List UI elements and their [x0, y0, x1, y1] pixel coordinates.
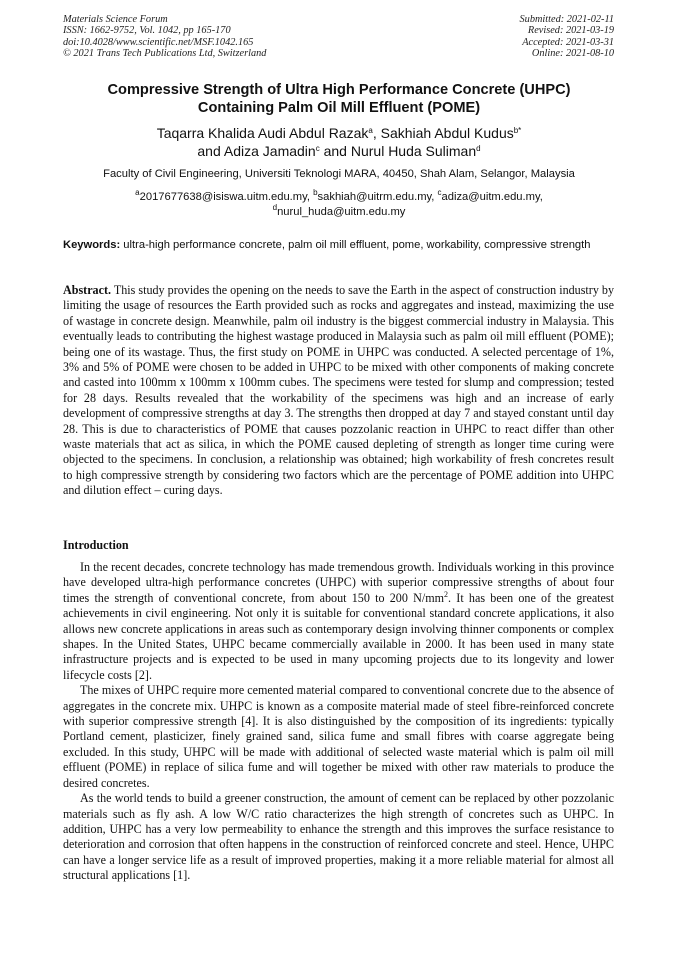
author-separator: and	[197, 143, 224, 159]
journal-copyright: © 2021 Trans Tech Publications Ltd, Switzerland	[63, 48, 267, 60]
email-mark: c	[437, 188, 442, 197]
title-line-1: Compressive Strength of Ultra High Performance Concrete (UHPC)	[107, 82, 571, 98]
author-line-2	[40, 142, 638, 160]
author-emails	[40, 190, 638, 219]
superscript: 2	[444, 589, 449, 599]
journal-issn: ISSN: 1662-9752, Vol. 1042, pp 165-170	[63, 25, 231, 37]
abstract-text: This study provides the opening on the needs to save the Earth in the aspect of construction industry by limiting the usage of resources the Earth provided such as rocks and aggregates and instead, maximizing the use of wastage in concrete design. Meanwhile, palm oil industry is the biggest commercial industry in Malaysia. This eventually leads to contributing the highest wastage produced in Malaysia such as palm oil mill effluent (POME); being one of its wastage. Thus, the first study on POME in UHPC was conducted. A selected percentage of 1%, 3% and 5% of POME were chosen to be added in UHPC to be mixed with other components of making concrete and casted into 100mm x 100mm x 100mm cubes. The specimens were tested for slump and compression; tested for 28 days. Results revealed that the workability of the specimens was high and an increase of early development of compressive strengths at day 3. The strengths then dropped at day 7 and stayed constant until day 28. This is due to characteristics of POME that causes pozzolanic reaction in UHPC to react differ than other waste materials that act as silica, in which the POME caused depleting of strength as longer time curing were objected to the specimens. In conclusion, a relationship was obtained; high workability of fresh concretes result to high compressive strength by considering two factors which are the percentage of POME addition into UHPC and dilution effect – curing days.	[63, 283, 614, 498]
email-address: nurul_huda@uitm.edu.my	[277, 205, 406, 218]
journal-name: Materials Science Forum	[63, 14, 168, 25]
date-revised: Revised: 2021-03-19	[527, 25, 614, 37]
author-name: Nurul Huda Suliman	[350, 143, 477, 159]
abstract-label: Abstract.	[63, 283, 112, 297]
title-line-2: Containing Palm Oil Mill Effluent (POME)	[197, 99, 481, 116]
author-list	[40, 124, 638, 160]
paragraph-text: In the recent decades, concrete technology has made tremendous growth. Individuals working in this province have developed ultra-high performance concretes (UHPC) with superior compressive strengths of about four times the strength of conventional concrete, from about 150 to 200 N/mm	[63, 560, 614, 605]
submission-dates	[520, 14, 614, 60]
email-mark: a	[135, 188, 140, 197]
email-line-1	[40, 190, 638, 205]
introduction-body	[63, 560, 614, 884]
author-affil-mark: b*	[513, 126, 522, 135]
keywords-label: Keywords:	[63, 239, 121, 251]
author-affil-mark: d	[476, 144, 481, 153]
date-submitted: Submitted: 2021-02-11	[519, 14, 614, 25]
author-line-1	[40, 124, 638, 142]
journal-info	[63, 14, 266, 60]
paragraph: The mixes of UHPC require more cemented material compared to conventional concrete due to the absence of aggregates in the concrete mix. UHPC is known as a composite material made of steel fibre-reinforced concrete with superior compressive strength [4]. It is also distinguished by the composition of its ingredients: typically Portland cement, plasticizer, finely grained sand, silica fume and small fibres with coarse aggregate being excluded. In this study, UHPC will be made with additional of selected waste material which is palm oil mill effluent (POME) in replace of silica fume and will together be mixed with other raw materials to produce the desired concretes.	[63, 683, 614, 790]
paragraph: As the world tends to build a greener construction, the amount of cement can be replaced by other pozzolanic materials such as fly ash. A low W/C ratio characterizes the high strength of concretes such as UHPC. In addition, UHPC has a very low permeability to enhance the strength and this improves the surface resistance to deterioration and corrosion that often happens in the construction of reinforced concrete and steel. Hence, UHPC can have a longer service life as a result of improved properties, making it a more reliable material for almost all structural applications [1].	[63, 791, 614, 883]
email-address: 2017677638@isiswa.uitm.edu.my,	[139, 191, 314, 203]
keywords-text: ultra-high performance concrete, palm oil mill effluent, pome, workability, compressive strength	[120, 239, 591, 251]
email-mark: b	[313, 188, 318, 197]
abstract	[63, 283, 614, 499]
email-address: adiza@uitm.edu.my,	[441, 191, 543, 203]
affiliation: Faculty of Civil Engineering, Universiti Teknologi MARA, 40450, Shah Alam, Selangor, Malaysia	[103, 168, 575, 180]
paragraph	[63, 560, 614, 683]
author-separator: and	[319, 143, 351, 159]
paragraph-text: . It has been one of the greatest achievements in civil engineering. Not only it is suitable for conventional standard concrete applications, it also allows new concrete applications in areas such as contemporary design involving thinner components or complex shapes. In the United States, UHPC became commercially available in 2000. It has been used in many state infrastructure projects and is expected to be used in many upcoming projects due to its longevity and lower lifecycle costs [2].	[63, 590, 614, 682]
author-name: Sakhiah Abdul Kudus	[380, 125, 514, 141]
introduction-heading: Introduction	[63, 538, 129, 552]
keywords	[63, 238, 614, 252]
author-separator: ,	[372, 125, 381, 141]
email-address: sakhiah@uitrm.edu.my,	[317, 191, 438, 203]
date-accepted: Accepted: 2021-03-31	[522, 36, 614, 48]
journal-doi: doi:10.4028/www.scientific.net/MSF.1042.165	[63, 36, 254, 48]
author-name: Taqarra Khalida Audi Abdul Razak	[156, 125, 369, 141]
email-mark: d	[272, 202, 278, 212]
author-name: Adiza Jamadin	[223, 143, 316, 159]
email-line-2	[40, 202, 638, 220]
author-affil-mark: c	[315, 144, 320, 153]
paper-title	[40, 82, 638, 117]
date-online: Online: 2021-08-10	[531, 48, 614, 60]
author-affil-mark: a	[368, 126, 373, 135]
